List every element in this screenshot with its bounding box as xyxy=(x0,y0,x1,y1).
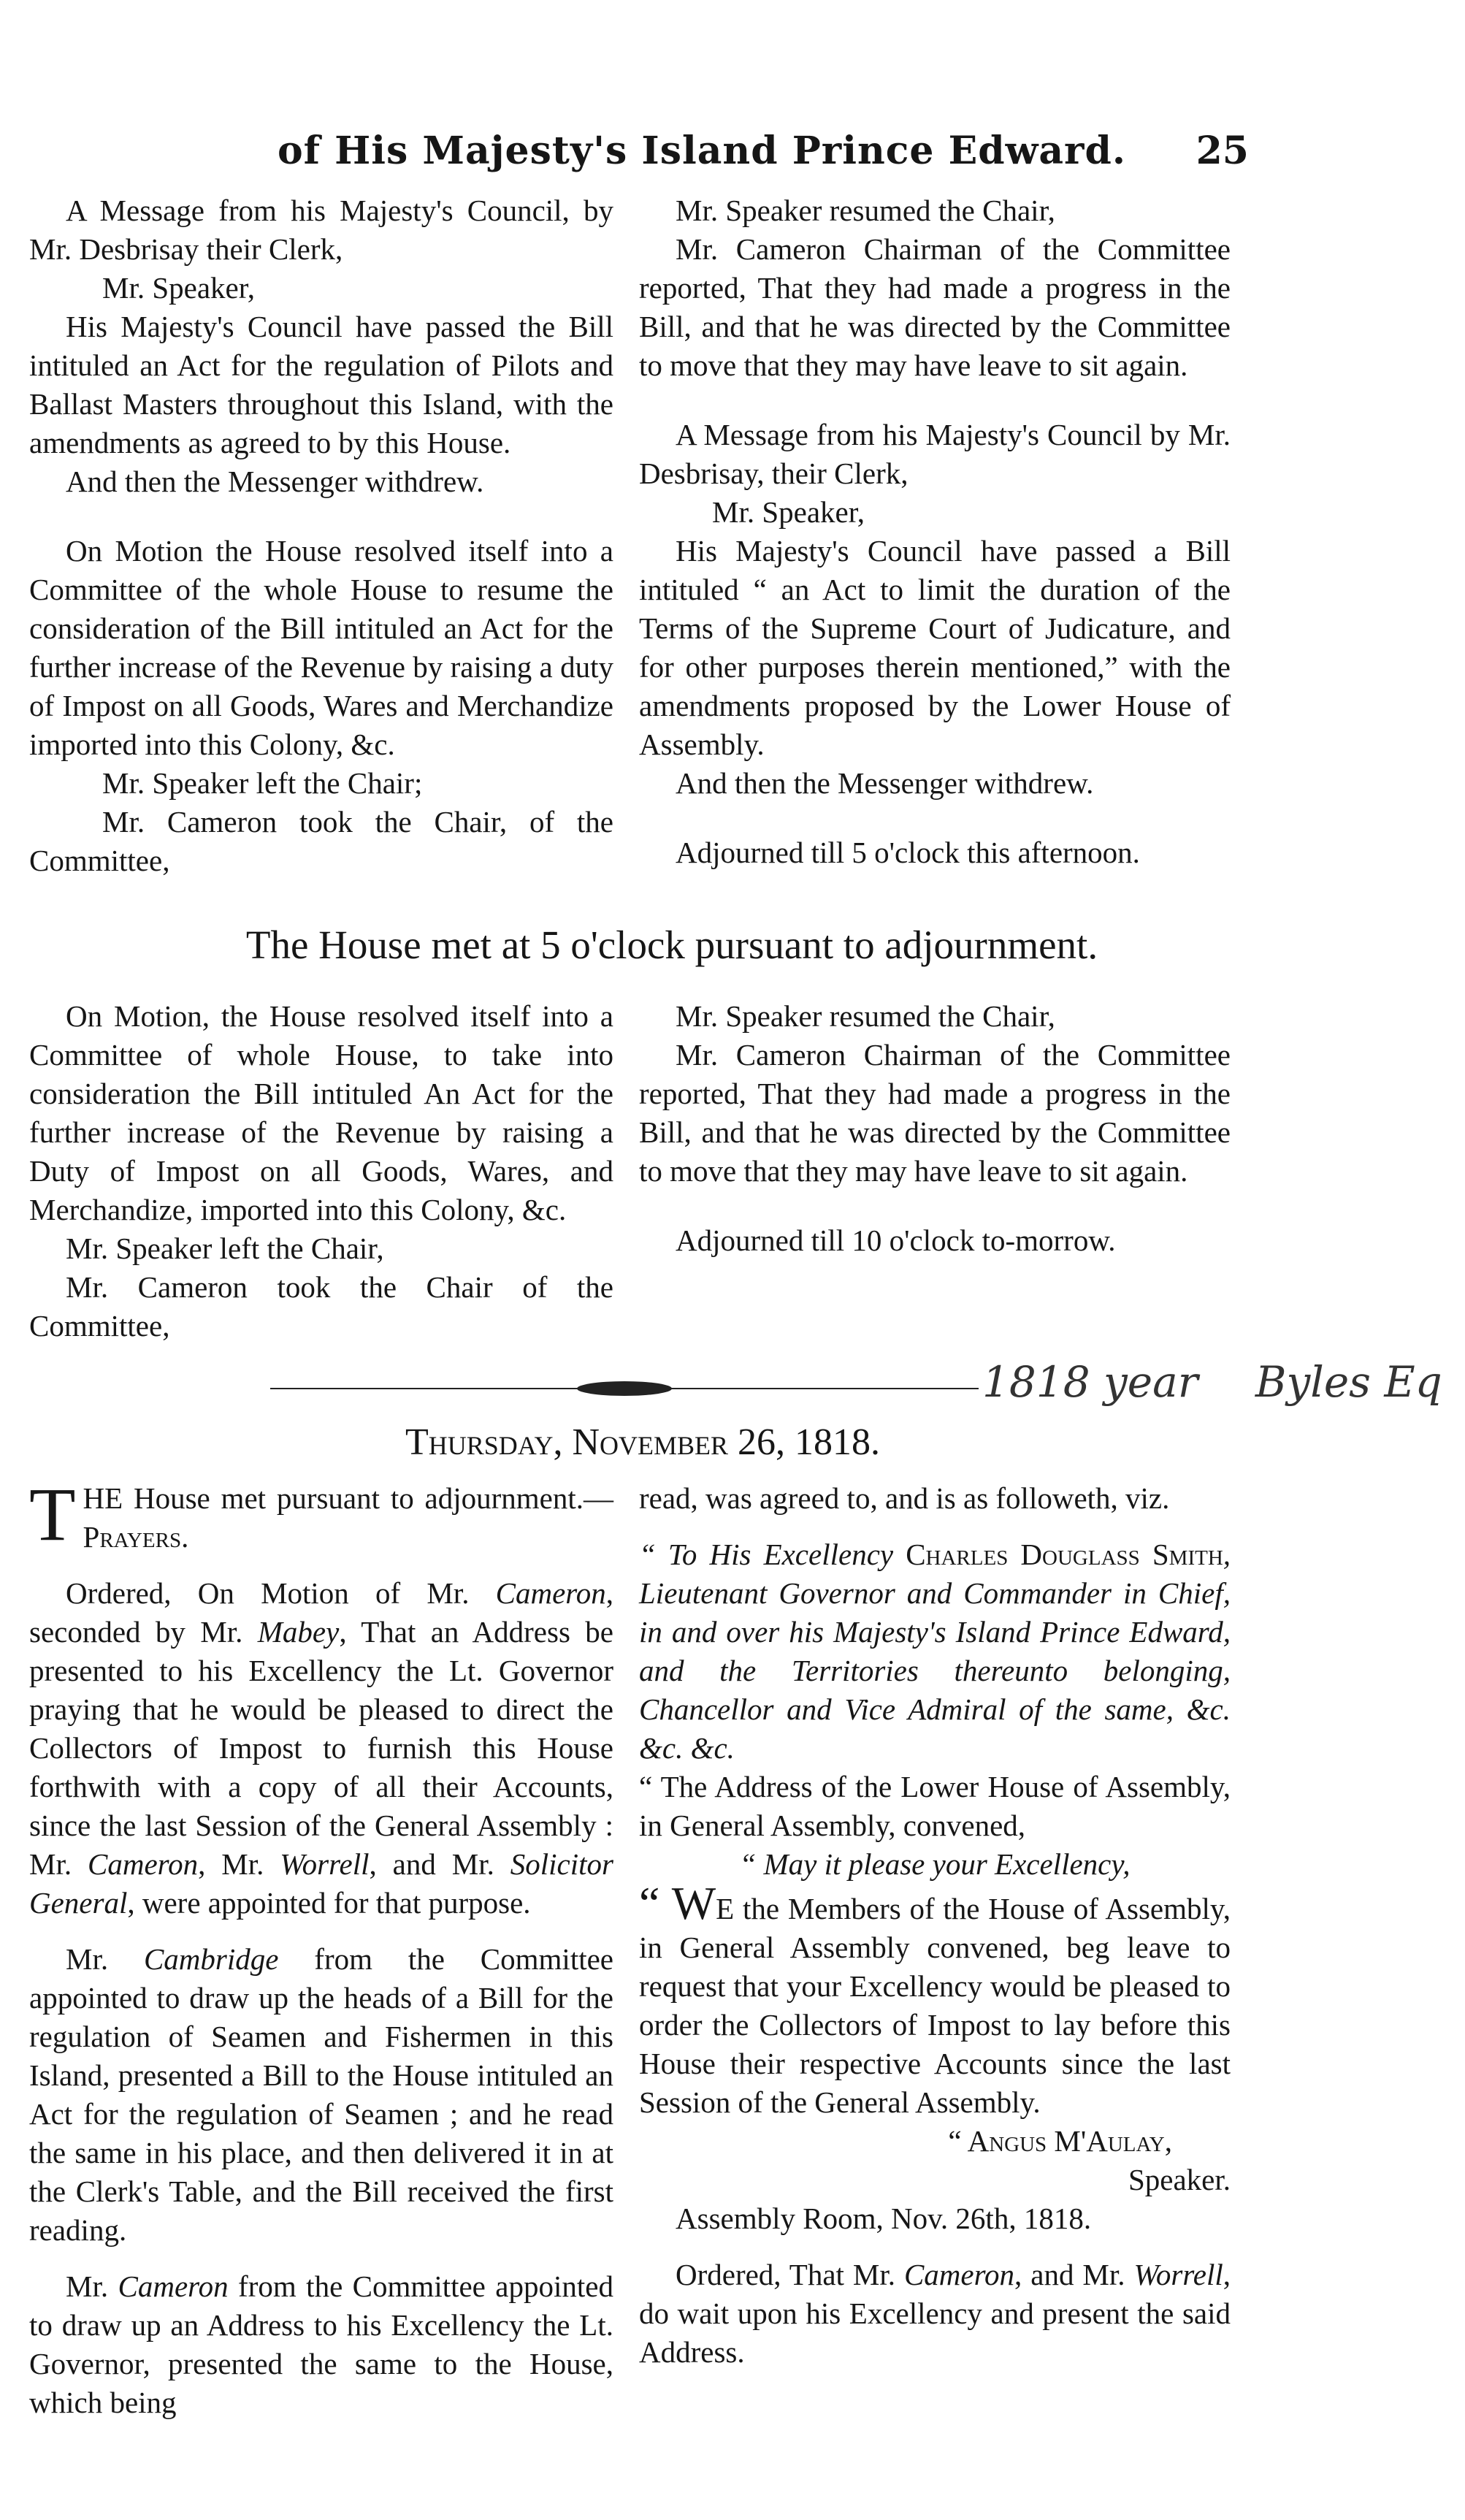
address-signer: “ Angus M'Aulay, xyxy=(948,2124,1172,2158)
page-header xyxy=(278,123,1249,181)
paragraph: Mr. Cameron from the Committee appointed to draw up an Address to his Excellency the Lt. Governor, presented the same to the House, which being xyxy=(29,2269,613,2419)
address-place-date: Assembly Room, Nov. 26th, 1818. xyxy=(676,2202,1092,2235)
paragraph: read, was agreed to, and is as followeth, viz. xyxy=(639,1481,1170,1515)
marginal-note: Byles Eq xyxy=(1255,1357,1442,1407)
paragraph: And then the Messenger withdrew. xyxy=(676,766,1094,800)
marginal-note: 1818 year xyxy=(982,1357,1198,1407)
bottom-right-column xyxy=(639,1479,1231,2372)
paragraph: Adjourned till 5 o'clock this afternoon. xyxy=(676,836,1140,869)
paragraph: A Message from his Majesty's Council by Mr. Desbrisay, their Clerk, xyxy=(639,418,1231,490)
afternoon-session-heading: The House met at 5 o'clock pursuant to adjournment. xyxy=(245,923,1098,967)
paragraph: Ordered, That Mr. Cameron, and Mr. Worrell, do wait upon his Excellency and present the said Address. xyxy=(639,2258,1231,2369)
paragraph: Adjourned till 10 o'clock to-morrow. xyxy=(676,1223,1116,1257)
paragraph: Mr. Cameron Chairman of the Committee reported, That they had made a progress in the Bill, and that he was directed by the Committee to move that they may have leave to sit again. xyxy=(639,1038,1231,1188)
paragraph: A Message from his Majesty's Council, by Mr. Desbrisay their Clerk, xyxy=(29,194,613,266)
address-greeting: “ May it please your Excellency, xyxy=(739,1847,1131,1881)
paragraph: His Majesty's Council have passed a Bill intituled “ an Act to limit the duration of the Terms of the Supreme Court of Judicature, and for other purposes therein mentioned,” with the amendments proposed by the Lower House of Assembly. xyxy=(639,534,1231,761)
address-signer-title: Speaker. xyxy=(1128,2163,1231,2196)
paragraph: On Motion the House resolved itself into a Committee of the whole House to resume the consideration of the Bill intituled an Act for the further increase of the Revenue by raising a duty of Impost on all Goods, Wares and Merchandize imported into this Colony, &c. xyxy=(29,534,613,761)
drop-cap: T xyxy=(29,1473,76,1557)
paragraph: On Motion, the House resolved itself into a Committee of whole House, to take into consideration the Bill intituled An Act for the further increase of the Revenue by raising a Duty of Impost on all Goods, Wares, and Merchandize, imported into this Colony, &c. xyxy=(29,999,613,1226)
paragraph: Mr. Speaker resumed the Chair, xyxy=(676,999,1055,1033)
top-left-column xyxy=(29,191,613,880)
address-body: “ WE the Members of the House of Assembly, in General Assembly convened, beg leave to request that your Excellency would be pleased to order the Collectors of Impost to lay before this House their respective Accounts since the last Session of the General Assembly. xyxy=(639,1877,1231,2119)
section-divider xyxy=(270,1386,979,1391)
paragraph: Mr. Speaker resumed the Chair, xyxy=(676,194,1055,227)
address-salutation: “ To His Excellency Charles Douglass Smith, Lieutenant Governor and Commander in Chief, in and over his Majesty's Island Prince Edward, and the Territories thereunto belonging, Chancellor and Vice Admiral of the same, &c. &c. &c. xyxy=(639,1538,1231,1765)
paragraph: His Majesty's Council have passed the Bill intituled an Act for the regulation of Pilots and Ballast Masters throughout this Island, with the amendments as agreed to by this House. xyxy=(29,310,613,459)
middle-left-column xyxy=(29,997,613,1345)
paragraph: Mr. Speaker, xyxy=(712,495,865,529)
paragraph: Mr. Speaker left the Chair; xyxy=(102,766,423,800)
paragraph: And then the Messenger withdrew. xyxy=(66,465,484,498)
opening-paragraph: THE House met pursuant to adjournment.—Prayers. xyxy=(29,1473,613,1557)
paragraph: Mr. Speaker left the Chair, xyxy=(66,1232,384,1265)
paragraph: Ordered, On Motion of Mr. Cameron, seconded by Mr. Mabey, That an Address be presented to his Excellency the Lt. Governor praying that he would be pleased to direct the Collectors of Impost to furnish this House forthwith with a copy of all their Accounts, since the last Session of the General Assembly : Mr. Cameron, Mr. Worrell, and Mr. Solicitor General, were appointed for that purpose. xyxy=(29,1576,613,1920)
page-number: 25 xyxy=(1196,129,1249,173)
address-title: “ The Address of the Lower House of Assembly, in General Assembly, convened, xyxy=(639,1770,1231,1842)
date-heading: Thursday, November 26, 1818. xyxy=(405,1421,881,1463)
paragraph: Mr. Speaker, xyxy=(102,271,256,305)
paragraph: Mr. Cameron Chairman of the Committee reported, That they had made a progress in the Bill, and that he was directed by the Committee to move that they may have leave to sit again. xyxy=(639,232,1231,382)
handwritten-marginalia xyxy=(982,1357,1464,1430)
paragraph: Mr. Cameron took the Chair, of the Committee, xyxy=(29,805,613,877)
top-right-column xyxy=(639,191,1231,872)
divider-ornament xyxy=(577,1381,672,1396)
paragraph: Mr. Cameron took the Chair of the Committee, xyxy=(29,1270,613,1343)
bottom-left-column xyxy=(29,1473,613,2422)
running-title: of His Majesty's Island Prince Edward. xyxy=(278,129,1126,173)
paragraph: Mr. Cambridge from the Committee appointed to draw up the heads of a Bill for the regulation of Seamen and Fishermen in this Island, presented a Bill to the House intituled an Act for the regulation of Seamen ; and he read the same in his place, and then delivered it in at the Clerk's Table, and the Bill received the first reading. xyxy=(29,1942,613,2247)
middle-right-column xyxy=(639,997,1231,1260)
